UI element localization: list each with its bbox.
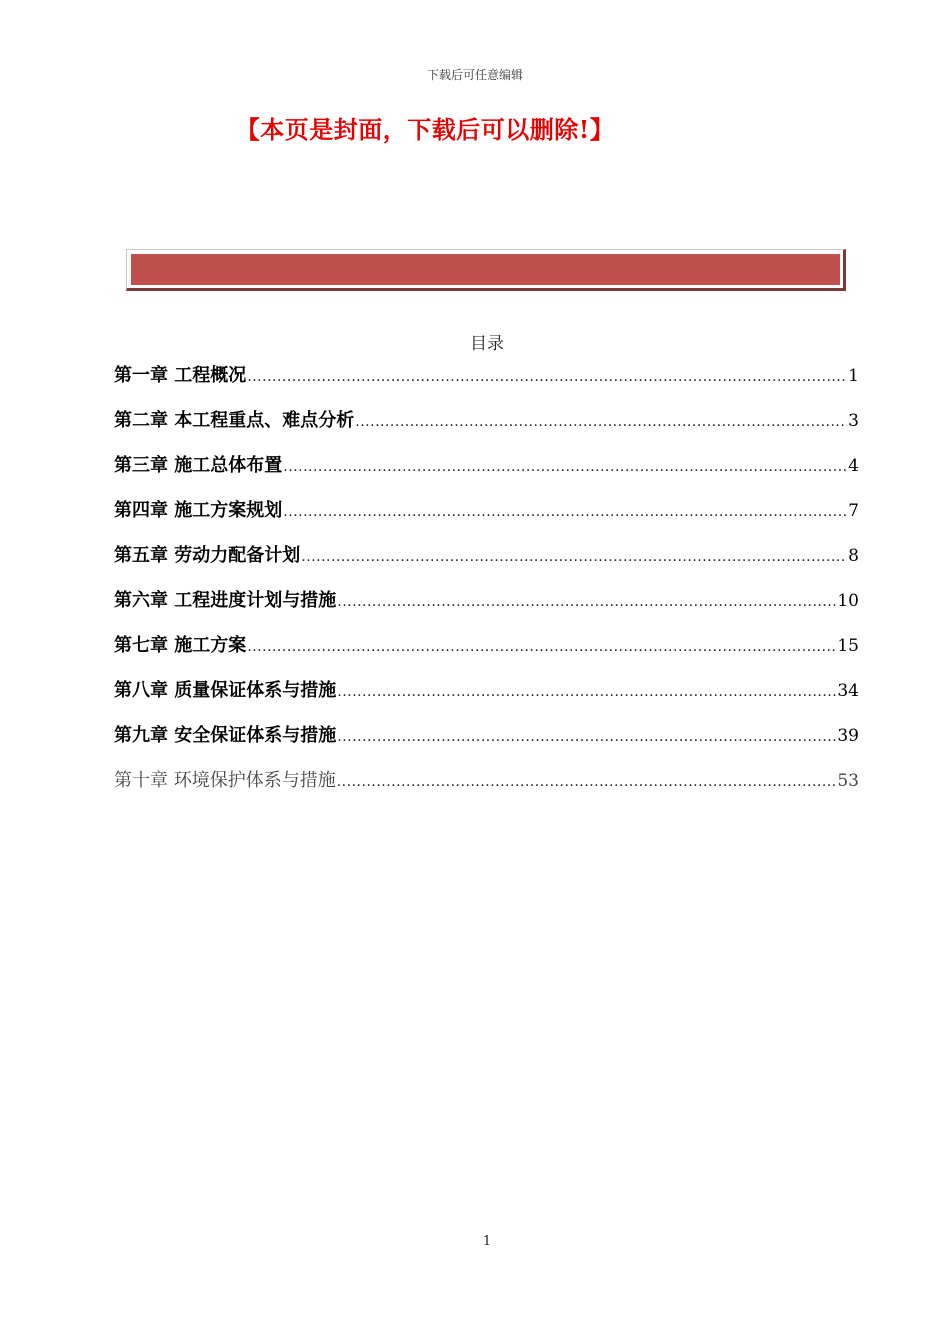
toc-dot-leader <box>283 504 847 520</box>
toc-entry-label: 第三章 施工总体布置 <box>114 455 283 476</box>
toc-entry-label: 第八章 质量保证体系与措施 <box>114 680 337 701</box>
toc-entry-chapter-9[interactable] <box>114 721 859 766</box>
toc-entry-page: 15 <box>837 636 859 656</box>
toc-entry-label: 第一章 工程概况 <box>114 365 247 386</box>
toc-entry-label: 第十章 环境保护体系与措施 <box>114 770 336 791</box>
toc-entry-label: 第九章 安全保证体系与措施 <box>114 725 337 746</box>
toc-title: 目录 <box>470 334 504 354</box>
toc-entry-chapter-1[interactable] <box>114 361 859 406</box>
toc-entry-page: 1 <box>848 366 859 386</box>
title-banner-fill <box>131 254 840 285</box>
toc-entry-label: 第四章 施工方案规划 <box>114 500 283 521</box>
toc-entry-page: 3 <box>848 411 859 431</box>
toc-entry-page: 8 <box>848 546 859 566</box>
toc-entry-chapter-5[interactable] <box>114 541 859 586</box>
toc-entry-chapter-3[interactable] <box>114 451 859 496</box>
toc-entry-label: 第二章 本工程重点、难点分析 <box>114 410 355 431</box>
header-note: 下载后可任意编辑 <box>426 68 523 82</box>
toc-entry-label: 第五章 劳动力配备计划 <box>114 545 301 566</box>
toc-dot-leader <box>337 684 836 700</box>
table-of-contents <box>114 361 859 811</box>
toc-entry-chapter-7[interactable] <box>114 631 859 676</box>
page-number: 1 <box>482 1234 492 1249</box>
toc-entry-page: 53 <box>837 771 859 791</box>
toc-entry-chapter-6[interactable] <box>114 586 859 631</box>
toc-dot-leader <box>355 414 847 430</box>
toc-dot-leader <box>301 549 847 565</box>
toc-entry-page: 7 <box>848 501 859 521</box>
cover-notice: 【本页是封面，下载后可以删除!】 <box>235 115 615 144</box>
toc-dot-leader <box>283 459 847 475</box>
toc-dot-leader <box>337 729 836 745</box>
toc-entry-label: 第六章 工程进度计划与措施 <box>114 590 337 611</box>
toc-entry-label: 第七章 施工方案 <box>114 635 247 656</box>
toc-entry-page: 39 <box>837 726 859 746</box>
toc-dot-leader <box>337 594 836 610</box>
toc-entry-chapter-4[interactable] <box>114 496 859 541</box>
toc-dot-leader <box>337 774 837 790</box>
title-banner <box>126 249 846 291</box>
toc-entry-page: 10 <box>837 591 859 611</box>
toc-entry-page: 4 <box>848 456 859 476</box>
toc-dot-leader <box>247 369 847 385</box>
toc-entry-chapter-10[interactable] <box>114 766 859 811</box>
toc-entry-chapter-8[interactable] <box>114 676 859 721</box>
toc-dot-leader <box>247 639 836 655</box>
toc-entry-chapter-2[interactable] <box>114 406 859 451</box>
toc-entry-page: 34 <box>837 681 859 701</box>
